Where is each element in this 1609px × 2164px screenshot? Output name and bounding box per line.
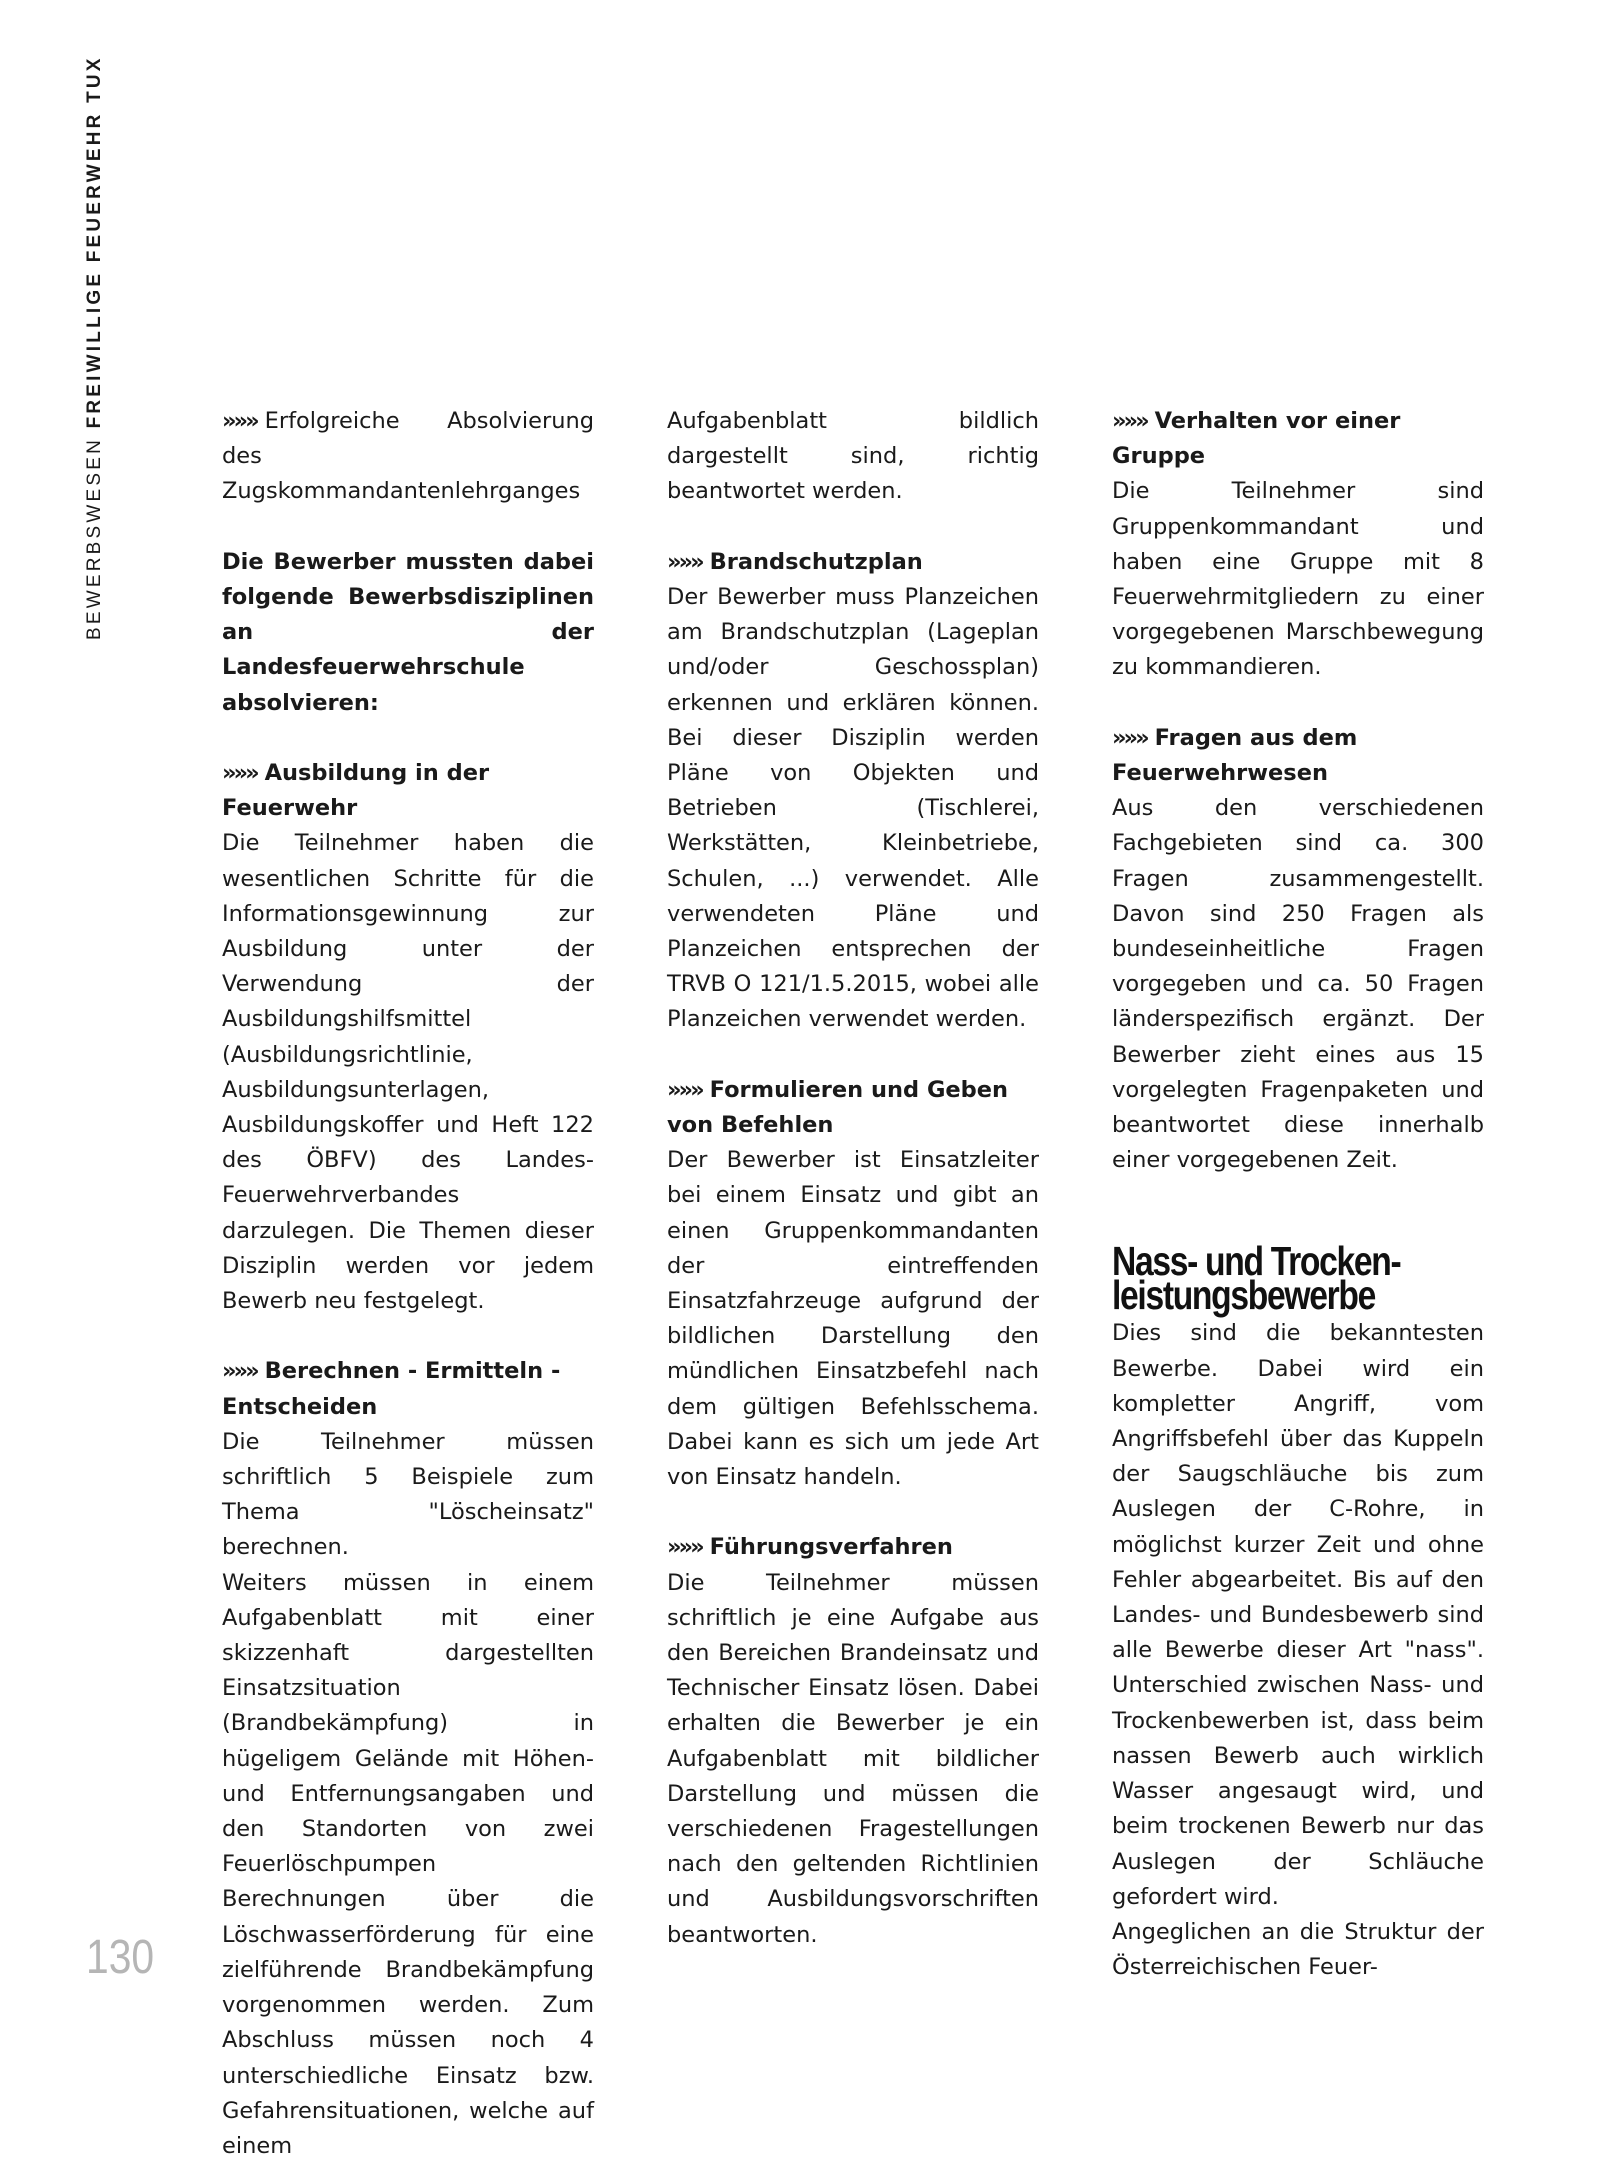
triple-chevron-icon: »»» <box>222 1358 257 1385</box>
section-title: Ausbildung in der Feuerwehr <box>222 760 490 822</box>
triple-chevron-icon: »»» <box>222 760 257 786</box>
article-text-2: Angeglichen an die Struktur der Österreichischen Feuer- <box>1112 1918 1484 1981</box>
text-column-2 <box>667 404 1039 1953</box>
text-column-3 <box>1112 404 1484 1985</box>
section-title: Brandschutzplan <box>709 548 923 575</box>
intro-item-text: Erfolgreiche Absolvierung des Zugskommandantenlehrganges <box>222 408 594 505</box>
continuation-paragraph: Aufgabenblatt bildlich dargestellt sind, richtig beantwortet werden. <box>667 408 1039 505</box>
section-heading-brandschutzplan <box>667 545 1039 580</box>
section-side-label <box>84 55 106 640</box>
triple-chevron-icon: »»» <box>1112 408 1147 434</box>
page-number: 130 <box>86 1931 155 1984</box>
section-text-befehle: Der Bewerber ist Einsatzleiter bei einem Einsatz und gibt an einen Gruppenkommandanten der eintreffenden Einsatzfahrzeuge aufgrund der bildlichen Darstellung den mündlichen Einsatzbefehl nach dem gültigen Befehlsschema. Dabei kann es sich um jede Art von Einsatz handeln. <box>667 1147 1039 1491</box>
section-heading-fragen <box>1112 721 1484 791</box>
section-heading-verhalten <box>1112 404 1484 474</box>
section-text-ausbildung: Die Teilnehmer haben die wesentlichen Schritte für die Informationsgewinnung zur Ausbildung unter der Verwendung der Ausbildungshilfsmittel (Ausbildungsrichtlinie, Ausbildungsunterlagen, Ausbildungskoffer und Heft 122 des ÖBFV) des Landes-Feuerwehrverbandes darzulegen. Die Themen dieser Disziplin werden vor jedem Bewerb neu festgelegt. <box>222 830 594 1315</box>
triple-chevron-icon: »»» <box>667 1534 702 1561</box>
triple-chevron-icon: »»» <box>222 408 257 434</box>
section-name: BEWERBSWESEN <box>84 436 105 640</box>
section-text-berechnen-1: Die Teilnehmer müssen schriftlich 5 Beispiele zum Thema "Löscheinsatz" berechnen. <box>222 1428 594 1561</box>
section-title: Berechnen - Ermitteln - Entscheiden <box>222 1358 561 1420</box>
section-title: Fragen aus dem Feuerwehrwesen <box>1112 724 1358 787</box>
section-text-fuehrungsverfahren: Die Teilnehmer müssen schriftlich je eine Aufgabe aus den Bereichen Brandeinsatz und Technischer Einsatz lösen. Dabei erhalten die Bewerber je ein Aufgabenblatt mit bildlicher Darstellung und müssen die verschiedenen Fragestellungen nach den geltenden Richtlinien und Ausbildungsvorschriften beantworten. <box>667 1569 1039 1948</box>
section-text-verhalten: Die Teilnehmer sind Gruppenkommandant und haben eine Gruppe mit 8 Feuerwehrmitgliedern zu einer vorgegebenen Marschbewegung zu kommandieren. <box>1112 478 1484 681</box>
lead-paragraph: Die Bewerber mussten dabei folgende Bewerbsdisziplinen an der Landesfeuerwehrschule absolvieren: <box>222 548 594 716</box>
text-column-1 <box>222 404 594 2164</box>
section-title: Formulieren und Geben von Befehlen <box>667 1076 1009 1139</box>
article-heading <box>1112 1238 1484 1319</box>
organisation-name: FREIWILLIGE FEUERWEHR TUX <box>84 55 105 429</box>
section-title: Verhalten vor einer Gruppe <box>1112 408 1401 470</box>
article-text-1: Dies sind die bekanntesten Bewerbe. Dabei wird ein kompletter Angriff, vom Angriffsbefehl über das Kuppeln der Saugschläuche bis zum Auslegen der C-Rohre, in möglichst kurzer Zeit und ohne Fehler abgearbeitet. Bis auf den Landes- und Bundesbewerb sind alle Bewerbe dieser Art "nass". Unterschied zwischen Nass- und Trockenbewerben ist, dass beim nassen Bewerb auch wirklich Wasser angesaugt wird, und beim trockenen Bewerb nur das Auslegen der Schläuche gefordert wird. <box>1112 1320 1484 1910</box>
section-text-berechnen-2: Weiters müssen in einem Aufgabenblatt mit einer skizzenhaft dargestellten Einsatzsituation (Brandbekämpfung) in hügeligem Gelände mit Höhen- und Entfernungsangaben und den Standorten von zwei Feuerlöschpumpen Berechnungen über die Löschwasserförderung für eine zielführende Brandbekämpfung vorgenommen werden. Zum Abschluss müssen noch 4 unterschiedliche Einsatz bzw. Gefahrensituationen, welche auf einem <box>222 1569 594 2159</box>
section-heading-berechnen <box>222 1354 594 1424</box>
triple-chevron-icon: »»» <box>667 1076 702 1103</box>
section-heading-fuehrungsverfahren <box>667 1530 1039 1565</box>
article-heading-line-2: leistungsbewerbe <box>1112 1272 1375 1319</box>
intro-list-item <box>222 404 594 510</box>
triple-chevron-icon: »»» <box>1112 724 1147 751</box>
section-heading-ausbildung <box>222 756 594 826</box>
section-text-brandschutzplan: Der Bewerber muss Planzeichen am Brandschutzplan (Lageplan und/oder Geschossplan) erkennen und erklären können. Bei dieser Disziplin werden Pläne von Objekten und Betrieben (Tischlerei, Werkstätten, Kleinbetriebe, Schulen, ...) verwendet. Alle verwendeten Pläne und Planzeichen entsprechen der TRVB O 121/1.5.2015, wobei alle Planzeichen verwendet werden. <box>667 584 1039 1033</box>
section-heading-befehle <box>667 1073 1039 1143</box>
article-heading-line-1: Nass- und Trocken- <box>1112 1238 1401 1285</box>
section-title: Führungsverfahren <box>709 1534 953 1561</box>
triple-chevron-icon: »»» <box>667 548 702 575</box>
section-text-fragen: Aus den verschiedenen Fachgebieten sind ca. 300 Fragen zusammengestellt. Davon sind 250 Fragen als bundeseinheitliche Fragen vorgegeben und ca. 50 Fragen länderspezifisch ergänzt. Der Bewerber zieht eines aus 15 vorgelegten Fragenpaketen und beantwortet diese innerhalb einer vorgegebenen Zeit. <box>1112 795 1484 1174</box>
